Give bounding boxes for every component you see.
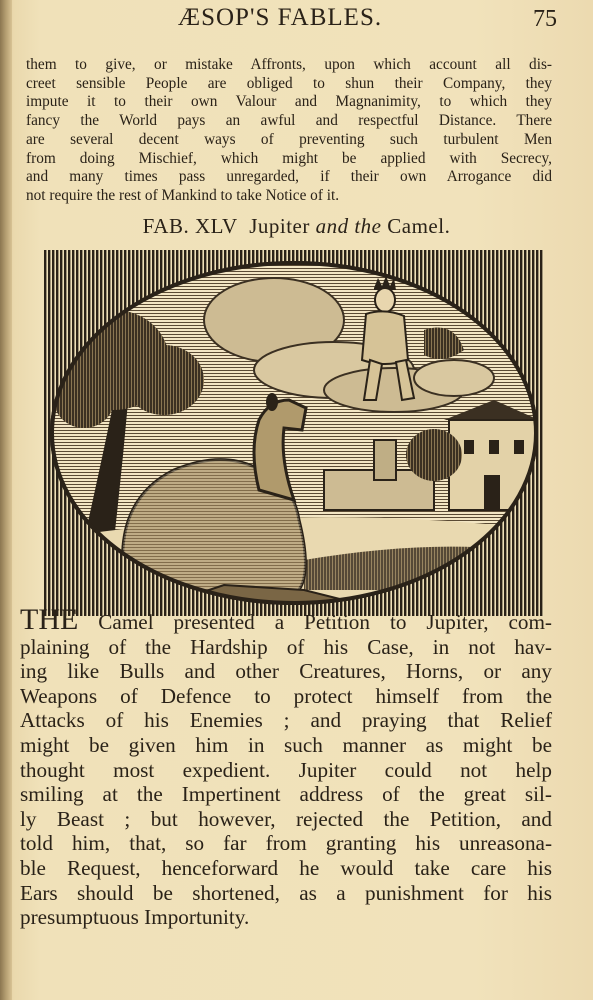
text-line: smiling at the Impertinent address of the great sil- <box>20 782 552 807</box>
text-line: plaining of the Hardship of his Case, in not hav- <box>20 634 552 659</box>
text-line: thought most expedient. Jupiter could not help <box>20 757 552 782</box>
text-line: Ears should be shortened, as a punishment for his <box>20 880 552 905</box>
fable-title-jupiter: Jupiter <box>249 214 310 238</box>
text-line: Attacks of his Enemies ; and praying that Relief <box>20 708 552 733</box>
text-line: told him, that, so far from granting his unreasona- <box>20 831 552 856</box>
fable-title-camel: Camel. <box>387 214 451 238</box>
text-line: are several decent ways of preventing such turbulent Men <box>26 130 552 148</box>
text-line: and many times pass unregarded, if their own Arrogance did <box>26 168 552 186</box>
previous-fable-moral <box>26 56 552 206</box>
page-number: 75 <box>533 6 557 32</box>
text-line: fancy the World pays an awful and respectful Distance. There <box>26 112 552 130</box>
running-title: ÆSOP'S FABLES. <box>177 4 383 31</box>
text-line: from doing Mischief, which might be applied with Secrecy, <box>26 149 552 167</box>
fable-heading <box>0 214 593 239</box>
text-line: impute it to their own Valour and Magnanimity, to which they <box>26 93 552 111</box>
text-line: not require the rest of Mankind to take Notice of it. <box>26 186 340 204</box>
text-line: presumptuous Importunity. <box>20 905 250 930</box>
text-line: might be given him in such manner as might be <box>20 732 552 757</box>
text-line: ble Request, henceforward he would take care his <box>20 855 552 880</box>
woodcut-illustration <box>44 250 544 616</box>
text-line: them to give, or mistake Affronts, upon which account all dis- <box>26 56 552 73</box>
page-gutter <box>0 0 12 1000</box>
fable-title-and: and the <box>315 214 382 238</box>
fable-text <box>20 603 552 930</box>
drop-cap: THE <box>20 603 79 636</box>
text-line: ly Beast ; but however, rejected the Petition, and <box>20 806 552 831</box>
fable-number: FAB. XLV <box>142 214 238 238</box>
text-line: Weapons of Defence to protect himself from the <box>20 683 552 708</box>
text-line: creet sensible People are obliged to shun their Company, they <box>26 74 552 92</box>
text-line: THE Camel presented a Petition to Jupiter, com- <box>20 603 552 636</box>
text-line: ing like Bulls and other Creatures, Horns, or any <box>20 659 552 684</box>
